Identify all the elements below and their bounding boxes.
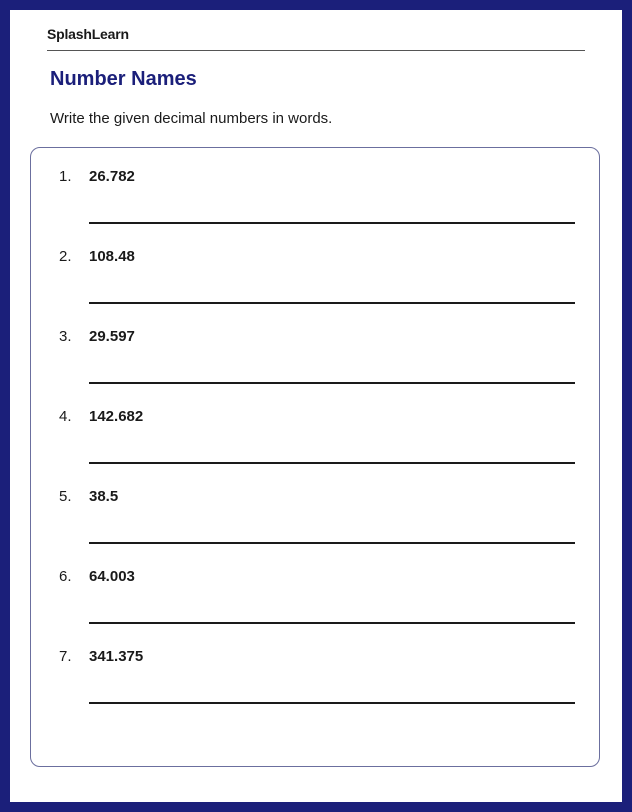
instruction-text: Write the given decimal numbers in words. [50,110,333,127]
question-number: 1. [59,168,72,185]
question-number: 3. [59,328,72,345]
question-value: 38.5 [89,488,119,505]
question-value: 108.48 [89,248,135,265]
header-divider [47,50,585,51]
question-item [31,228,599,298]
question-item [31,388,599,458]
question-value: 142.682 [89,408,144,425]
answer-line[interactable] [89,622,575,624]
answer-line[interactable] [89,542,575,544]
question-value: 341.375 [89,648,144,665]
question-item [31,148,599,218]
question-item [31,308,599,378]
question-number: 7. [59,648,72,665]
question-item [31,468,599,538]
question-item [31,548,599,618]
page-title: Number Names [50,68,197,90]
answer-line[interactable] [89,702,575,704]
answer-line[interactable] [89,222,575,224]
answer-line[interactable] [89,302,575,304]
question-value: 64.003 [89,568,135,585]
brand-logo: SplashLearn [47,26,129,42]
question-item [31,628,599,698]
question-value: 29.597 [89,328,135,345]
worksheet-page [10,10,622,802]
answer-line[interactable] [89,382,575,384]
questions-box [30,147,600,767]
question-number: 6. [59,568,72,585]
question-number: 2. [59,248,72,265]
question-number: 4. [59,408,72,425]
question-value: 26.782 [89,168,135,185]
answer-line[interactable] [89,462,575,464]
question-number: 5. [59,488,72,505]
